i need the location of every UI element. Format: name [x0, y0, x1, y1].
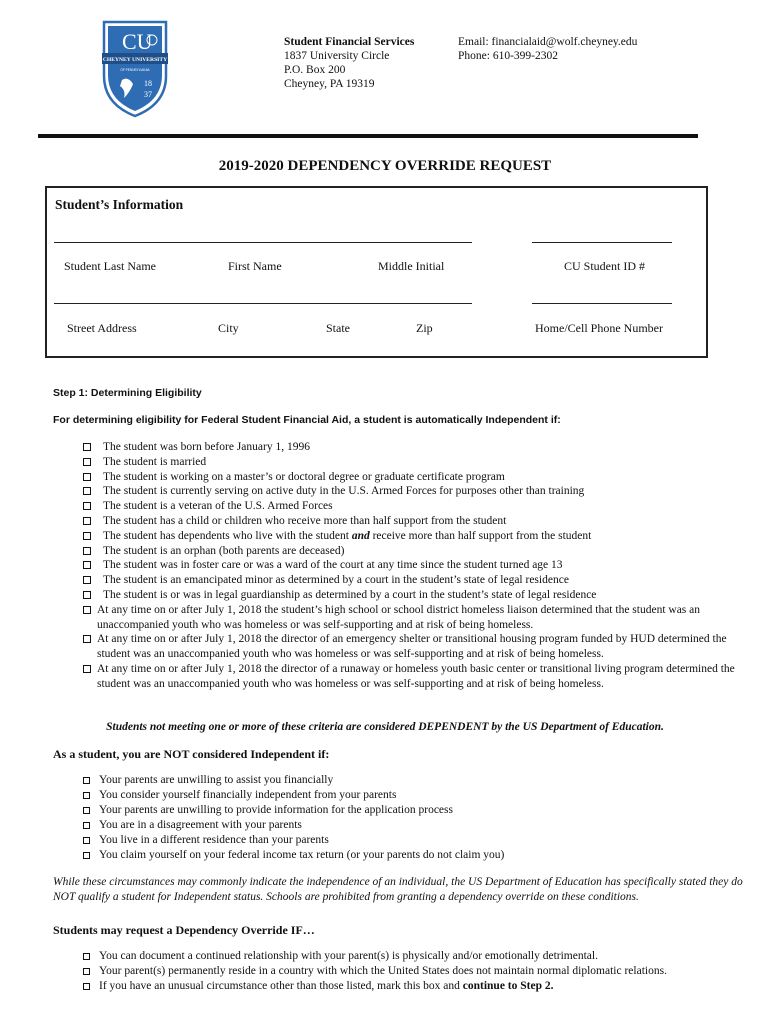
not-independent-list	[83, 773, 504, 863]
list-item: The student is an emancipated minor as determined by a court in the student’s state of legal residence	[83, 573, 743, 588]
checkbox[interactable]	[83, 576, 91, 584]
checkbox[interactable]	[83, 547, 91, 555]
contact-phone: Phone: 610-399-2302	[458, 50, 558, 62]
checkbox[interactable]	[83, 502, 91, 510]
checkbox[interactable]	[83, 635, 91, 643]
checkbox[interactable]	[83, 487, 91, 495]
label-street-address: Street Address	[67, 321, 137, 335]
list-item: If you have an unusual circumstance other than those listed, mark this box and continue to Step 2.	[83, 979, 667, 994]
contact-email: Email: financialaid@wolf.cheyney.edu	[458, 36, 638, 48]
logo-year-right: 37	[144, 90, 152, 99]
list-item: You can document a continued relationship with your parent(s) is physically and/or emotionally detrimental.	[83, 949, 667, 964]
step1-subheading: For determining eligibility for Federal Student Financial Aid, a student is automatically Independent if:	[53, 414, 561, 426]
address-line-1: 1837 University Circle	[284, 50, 390, 62]
checkbox[interactable]	[83, 443, 91, 451]
label-city: City	[218, 321, 239, 335]
list-item: The student has a child or children who receive more than half support from the student	[83, 514, 743, 529]
contact-info	[458, 35, 637, 63]
logo-monogram: CU	[122, 29, 153, 54]
checkbox[interactable]	[83, 953, 90, 960]
name-fields-line[interactable]	[54, 242, 472, 243]
list-item: The student is working on a master’s or doctoral degree or graduate certificate program	[83, 470, 743, 485]
address-fields-line[interactable]	[54, 303, 472, 304]
header-divider	[38, 134, 698, 138]
doe-note: While these circumstances may commonly indicate the independence of an individual, the US Department of Education has specifically stated they do NOT qualify a student for Independent status. Schools are prohibited from granting a dependency override on these conditions.	[53, 876, 743, 903]
independence-criteria-list	[83, 440, 743, 692]
step1-heading: Step 1: Determining Eligibility	[53, 387, 202, 399]
checkbox[interactable]	[83, 807, 90, 814]
list-item: You consider yourself financially independent from your parents	[83, 788, 504, 803]
list-item: Your parent(s) permanently reside in a country with which the United States does not maintain normal diplomatic relations.	[83, 964, 667, 979]
logo-subtitle: OF PENNSYLVANIA	[120, 68, 150, 72]
checkbox[interactable]	[83, 606, 91, 614]
list-item: You live in a different residence than your parents	[83, 833, 504, 848]
list-item: You are in a disagreement with your parents	[83, 818, 504, 833]
office-address	[284, 35, 414, 91]
office-name: Student Financial Services	[284, 36, 415, 48]
list-item: The student is a veteran of the U.S. Armed Forces	[83, 499, 743, 514]
list-item: You claim yourself on your federal income tax return (or your parents do not claim you)	[83, 848, 504, 863]
list-item: The student has dependents who live with the student and receive more than half support from the student	[83, 529, 743, 544]
list-item: The student is an orphan (both parents are deceased)	[83, 544, 743, 559]
checkbox[interactable]	[83, 983, 90, 990]
phone-line[interactable]	[532, 303, 672, 304]
student-id-line[interactable]	[532, 242, 672, 243]
label-middle-initial: Middle Initial	[378, 259, 445, 273]
label-first-name: First Name	[228, 259, 282, 273]
checkbox[interactable]	[83, 665, 91, 673]
university-logo	[100, 18, 170, 118]
label-zip: Zip	[416, 321, 433, 335]
label-last-name: Student Last Name	[64, 259, 156, 273]
checkbox[interactable]	[83, 822, 90, 829]
label-state: State	[326, 321, 350, 335]
checkbox[interactable]	[83, 532, 91, 540]
list-item: The student was born before January 1, 1996	[83, 440, 743, 455]
checkbox[interactable]	[83, 837, 90, 844]
checkbox[interactable]	[83, 968, 90, 975]
checkbox[interactable]	[83, 777, 90, 784]
dependent-notice: Students not meeting one or more of these criteria are considered DEPENDENT by the US Department of Education.	[106, 721, 664, 733]
page-title: 2019-2020 DEPENDENCY OVERRIDE REQUEST	[218, 158, 552, 174]
checkbox[interactable]	[83, 473, 91, 481]
list-item: Your parents are unwilling to provide information for the application process	[83, 803, 504, 818]
checkbox[interactable]	[83, 458, 91, 466]
address-line-2: P.O. Box 200	[284, 64, 346, 76]
list-item: The student is or was in legal guardianship as determined by a court in the student’s state of legal residence	[83, 588, 743, 603]
list-item: The student is currently serving on active duty in the U.S. Armed Forces for purposes other than training	[83, 484, 743, 499]
override-heading: Students may request a Dependency Override IF…	[53, 923, 315, 937]
label-student-id: CU Student ID #	[564, 259, 645, 273]
logo-year-left: 18	[144, 79, 152, 88]
checkbox[interactable]	[83, 517, 91, 525]
list-item: The student is married	[83, 455, 743, 470]
override-conditions-list	[83, 949, 667, 994]
list-item: At any time on or after July 1, 2018 the director of an emergency shelter or transitional housing program funded by HUD determined the student was an unaccompanied youth who was homeless or was self-supporting and at risk of being homeless.	[83, 632, 743, 662]
checkbox[interactable]	[83, 792, 90, 799]
list-item: At any time on or after July 1, 2018 the director of a runaway or homeless youth basic center or transitional living program determined the student was an unaccompanied youth who was homeless or was self-supporting and at risk of being homeless.	[83, 662, 743, 692]
student-info-box	[45, 186, 708, 358]
logo-name: CHEYNEY UNIVERSITY	[102, 57, 168, 63]
list-item: The student was in foster care or was a ward of the court at any time since the student turned age 13	[83, 558, 743, 573]
checkbox[interactable]	[83, 591, 91, 599]
student-info-heading: Student’s Information	[55, 197, 184, 212]
checkbox[interactable]	[83, 852, 90, 859]
address-line-3: Cheyney, PA 19319	[284, 78, 375, 90]
not-independent-heading: As a student, you are NOT considered Independent if:	[53, 747, 330, 761]
checkbox[interactable]	[83, 561, 91, 569]
list-item: Your parents are unwilling to assist you financially	[83, 773, 504, 788]
label-phone: Home/Cell Phone Number	[535, 321, 663, 335]
list-item: At any time on or after July 1, 2018 the student’s high school or school district homeless liaison determined that the student was an unaccompanied youth who was homeless or was self-supporting and at risk of being homeless.	[83, 603, 743, 633]
